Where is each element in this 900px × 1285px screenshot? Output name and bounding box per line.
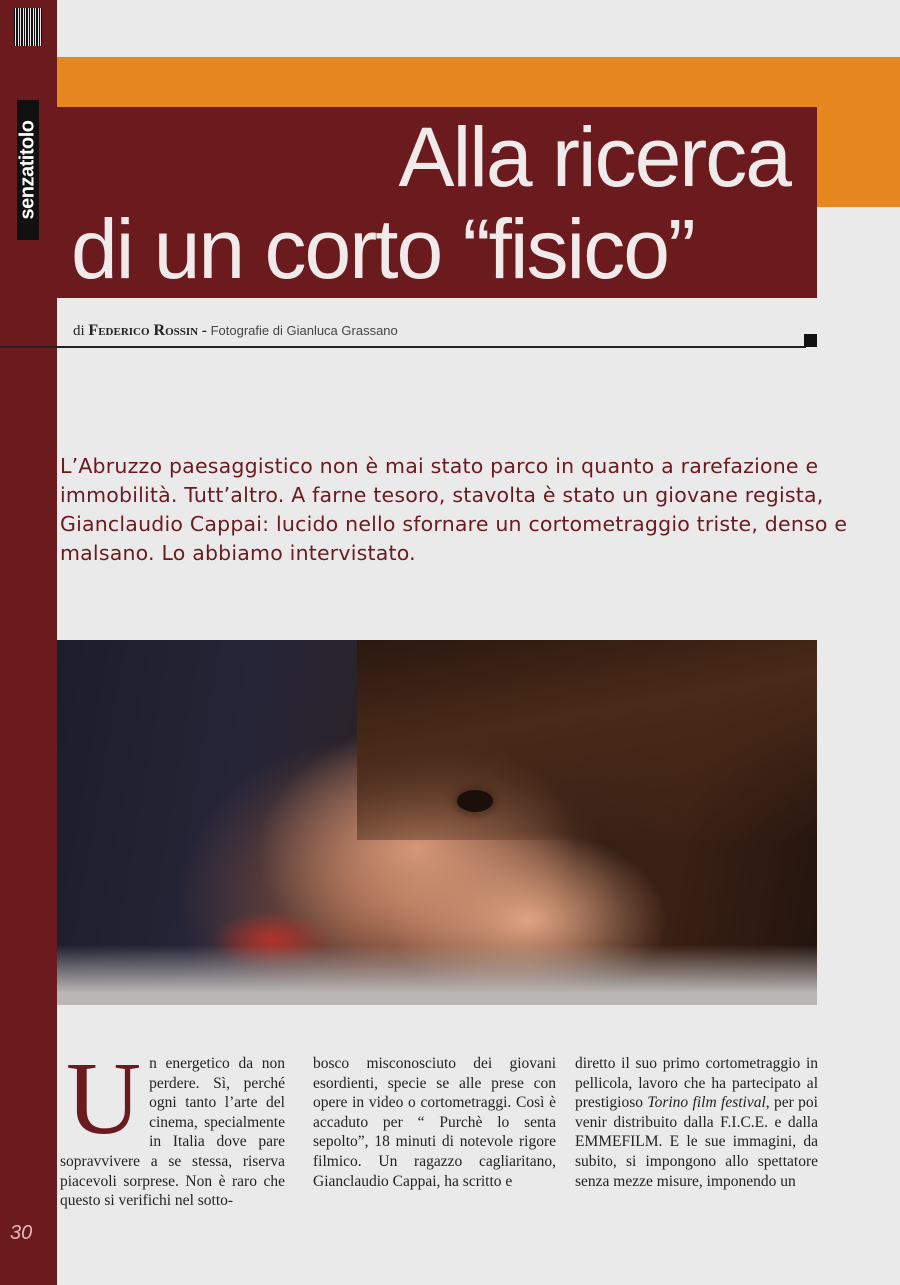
- photo-surface-shading: [57, 945, 817, 1005]
- title-box: [57, 107, 817, 298]
- byline: [73, 322, 398, 340]
- body-text-column-3-a: diretto il suo primo cortometraggio in pellicola, lavoro che ha partecipato al prestigioso: [575, 1055, 818, 1112]
- body-column-1: [60, 1041, 285, 1211]
- page-number: 30: [10, 1222, 33, 1244]
- byline-rule: [0, 346, 806, 348]
- article-title-line-2: di un corto “fisico”: [71, 202, 694, 296]
- body-text-column-3: [575, 1054, 818, 1191]
- photo-hair-shading: [357, 640, 817, 840]
- magazine-section-label: [17, 100, 39, 240]
- photo-credit: Fotografie di Gianluca Grassano: [210, 323, 398, 338]
- byline-author: Federico Rossin: [88, 322, 199, 339]
- article-title-line-1: Alla ricerca: [398, 110, 790, 204]
- byline-end-square: [804, 334, 817, 347]
- body-column-2: [313, 1054, 556, 1191]
- body-text-column-3-b: , per poi venir distribuito dalla F.I.C.E. e dalla EMMEFILM. E le sue immagini, da subito, si impongono allo spettatore senza mezze misure, imponendo un: [575, 1094, 818, 1190]
- drop-cap: U: [66, 1041, 142, 1156]
- body-text-column-1: n energetico da non perdere. Sì, perché ogni tanto l’arte del cinema, specialmente in Italia dove pare sopravvivere a se stessa, riserva piacevoli sorprese. Non è raro che questo si verifichi nel sotto-: [60, 1055, 285, 1210]
- barcode-graphic: [14, 8, 42, 46]
- festival-name: Torino film festival: [647, 1094, 766, 1112]
- body-column-3: [575, 1054, 818, 1191]
- byline-separator: -: [201, 323, 207, 339]
- byline-prefix: di: [73, 323, 85, 339]
- magazine-name: senzatitolo: [16, 120, 39, 220]
- article-photo: [57, 640, 817, 1005]
- photo-eye-shading: [457, 790, 493, 812]
- body-text-column-2: bosco misconosciuto dei giovani esordienti, specie se alle prese con opere in video o cortometraggi. Così è accaduto per “ Purchè lo senta sepolto”, 18 minuti di notevole rigore filmico. Un ragazzo cagliaritano, Gianclaudio Cappai, ha scritto e: [313, 1055, 556, 1190]
- lead-paragraph: L’Abruzzo paesaggistico non è mai stato parco in quanto a rarefazione e immobilità. Tutt’altro. A farne tesoro, stavolta è stato un giovane regista, Gianclaudio Cappai: lucido nello sfornare un cortometraggio triste, denso e malsano. Lo abbiamo intervistato.: [60, 454, 848, 565]
